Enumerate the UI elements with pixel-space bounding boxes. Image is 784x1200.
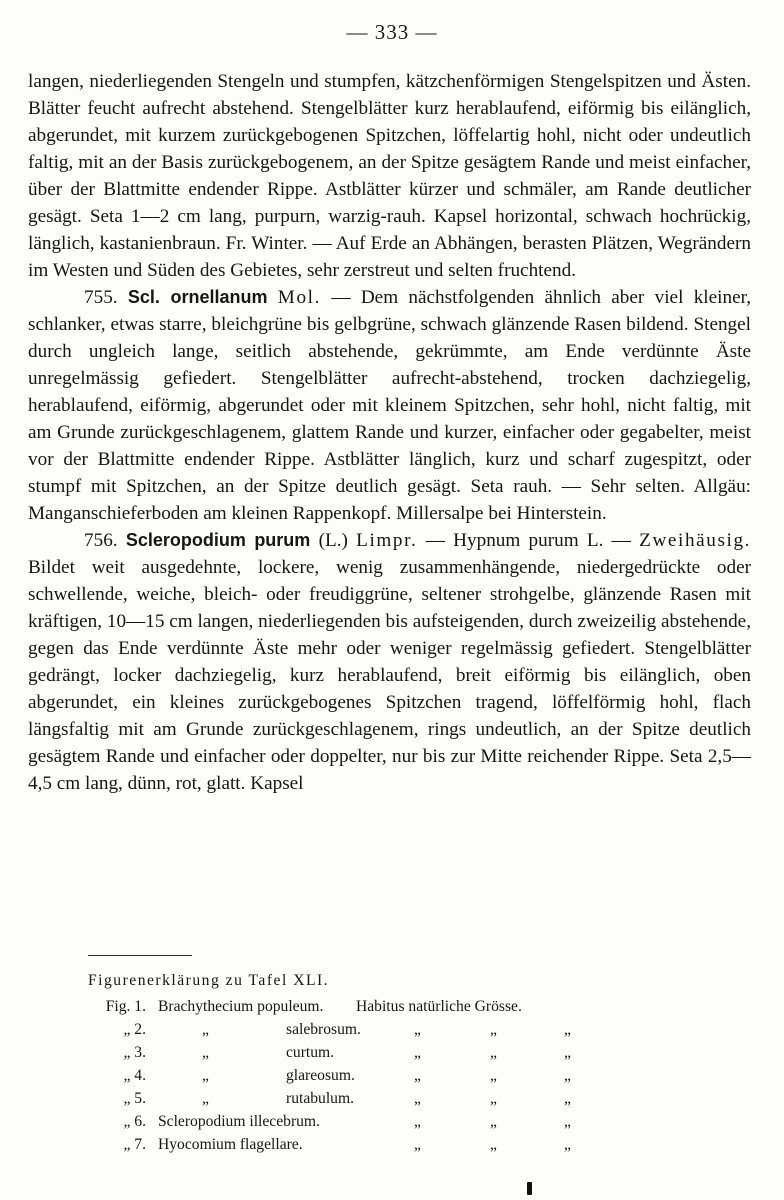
figure-species: salebrosum. [286,1021,361,1038]
species-name: Scl. ornellanum [127,287,268,307]
figure-note: Habitus natürliche Grösse. [356,998,522,1015]
figure-number: „ 3. [123,1044,146,1061]
ditto-mark: „ [564,1021,571,1038]
ditto-mark: „ [414,1136,421,1153]
ditto-mark: „ [564,1067,571,1084]
entry-description: — Dem nächstfolgenden ähnlich aber viel kleiner, schlanker, etwas starre, bleichgrüne bis gelbgrüne, schwach glänzende Rasen bildend. Stengel durch ungleich lange, seitlich abstehende, gekrümmte, am Ende verdünnte Äste unregelmässig gefiedert. Stengelblätter aufrecht-abstehend, trocken dachziegelig, herablaufend, eiförmig, abgerundet oder mit kleinem Spitzchen, sehr hohl, nicht faltig, mit am Grunde zurückgeschlagenem, glattem Rande und kurzer, einfacher oder gegabelter, meist vor der Blattmitte endender Rippe. Astblätter länglich, kurz und scharf zugespitzt, oder stumpf mit Spitzchen, an der Spitze deutlich gesägt. Seta rauh. — Sehr selten. Allgäu: Manganschieferboden am kleinen Rappenkopf. Millersalpe bei Hinterstein. [28,287,752,524]
synonym: — Hypnum purum L. — [425,530,631,551]
figure-species: Hyocomium flagellare. [158,1136,303,1153]
ditto-mark: „ [490,1067,497,1084]
figure-species: glareosum. [286,1067,355,1084]
figure-species: curtum. [286,1044,335,1061]
figure-row [88,1090,708,1112]
print-mark [527,1182,532,1195]
figure-number: Fig. 1. [105,998,146,1015]
ditto-mark: „ [414,1113,421,1130]
figure-row [88,1044,708,1066]
sexuality: Zweihäusig. [639,530,752,551]
species-name: Scleropodium purum [125,530,311,550]
ditto-mark: „ [202,1044,209,1061]
ditto-mark: „ [490,1090,497,1107]
ditto-mark: „ [564,1090,571,1107]
ditto-mark: „ [490,1113,497,1130]
ditto-mark: „ [414,1044,421,1061]
figure-species: rutabulum. [286,1090,354,1107]
ditto-mark: „ [202,1090,209,1107]
figure-number: „ 4. [123,1067,146,1084]
figure-species: Scleropodium illecebrum. [158,1113,320,1130]
ditto-mark: „ [414,1067,421,1084]
figure-row [88,1021,708,1043]
author-name: Limpr. [356,530,418,551]
author-abbrev: (L.) [318,530,348,551]
figure-legend-title: Figurenerklärung zu Tafel XLI. [88,972,330,989]
ditto-mark: „ [564,1113,571,1130]
figure-row [88,1136,708,1158]
figure-row [88,1067,708,1089]
paragraph-continuation: langen, niederliegenden Stengeln und stumpfen, kätzchenförmigen Stengelspitzen und Ästen. Blätter feucht aufrecht abstehend. Stengelblätter kurz herablaufend, eiförmig bis eilänglich, abgerundet, mit kurzem zurückgebogenen Spitzchen, löffelartig hohl, nicht oder undeutlich faltig, mit an der Basis zurückgebogenem, an der Spitze gesägtem Rande und meist einfacher, über der Blattmitte endender Rippe. Astblätter kürzer und schmäler, am Rande deutlicher gesägt. Seta 1—2 cm lang, purpurn, warzig-rauh. Kapsel horizontal, schwach hochrückig, länglich, kastanienbraun. Fr. Winter. — Auf Erde an Abhängen, berasten Plätzen, Wegrändern im Westen und Süden des Gebietes, sehr zerstreut und selten fruchtend. [28,71,751,281]
figure-number: „ 7. [123,1136,146,1153]
page-number: — 333 — [346,20,438,44]
figure-number: „ 2. [123,1021,146,1038]
ditto-mark: „ [202,1021,209,1038]
entry-number: 755. [84,287,118,308]
entry-number: 756. [84,530,118,551]
ditto-mark: „ [202,1067,209,1084]
ditto-mark: „ [414,1090,421,1107]
entry-description: Bildet weit ausgedehnte, lockere, wenig zusammenhängende, niedergedrückte oder schwellende, weiche, bleich- oder freudiggrüne, seltener strohgelbe, glänzende Rasen mit kräftigen, 10—15 cm langen, niederliegenden bis aufsteigenden, durch zweizeilig abstehende, gegen das Ende verdünnte Äste mehr oder weniger regelmässig gefiedert. Stengelblätter gedrängt, locker dachziegelig, kurz herablaufend, breit eiförmig bis eilänglich, oben abgerundet, ein kleines zurückgebogenes Spitzchen tragend, löffelförmig hohl, flach längsfaltig mit am Grunde zurückgeschlagenem, rings undeutlich, an der Spitze deutlich gesägtem Rande und einfacher oder doppelter, nur bis zur Mitte reichender Rippe. Seta 2,5—4,5 cm lang, dünn, rot, glatt. Kapsel [28,557,751,794]
figure-number: „ 5. [123,1090,146,1107]
ditto-mark: „ [490,1044,497,1061]
ditto-mark: „ [564,1136,571,1153]
figure-row [88,1113,708,1135]
figure-species: Brachythecium populeum. [158,998,324,1015]
author-name: Mol. [277,287,321,308]
figure-number: „ 6. [123,1113,146,1130]
figure-row [88,998,708,1020]
ditto-mark: „ [490,1136,497,1153]
ditto-mark: „ [490,1021,497,1038]
ditto-mark: „ [414,1021,421,1038]
ditto-mark: „ [564,1044,571,1061]
